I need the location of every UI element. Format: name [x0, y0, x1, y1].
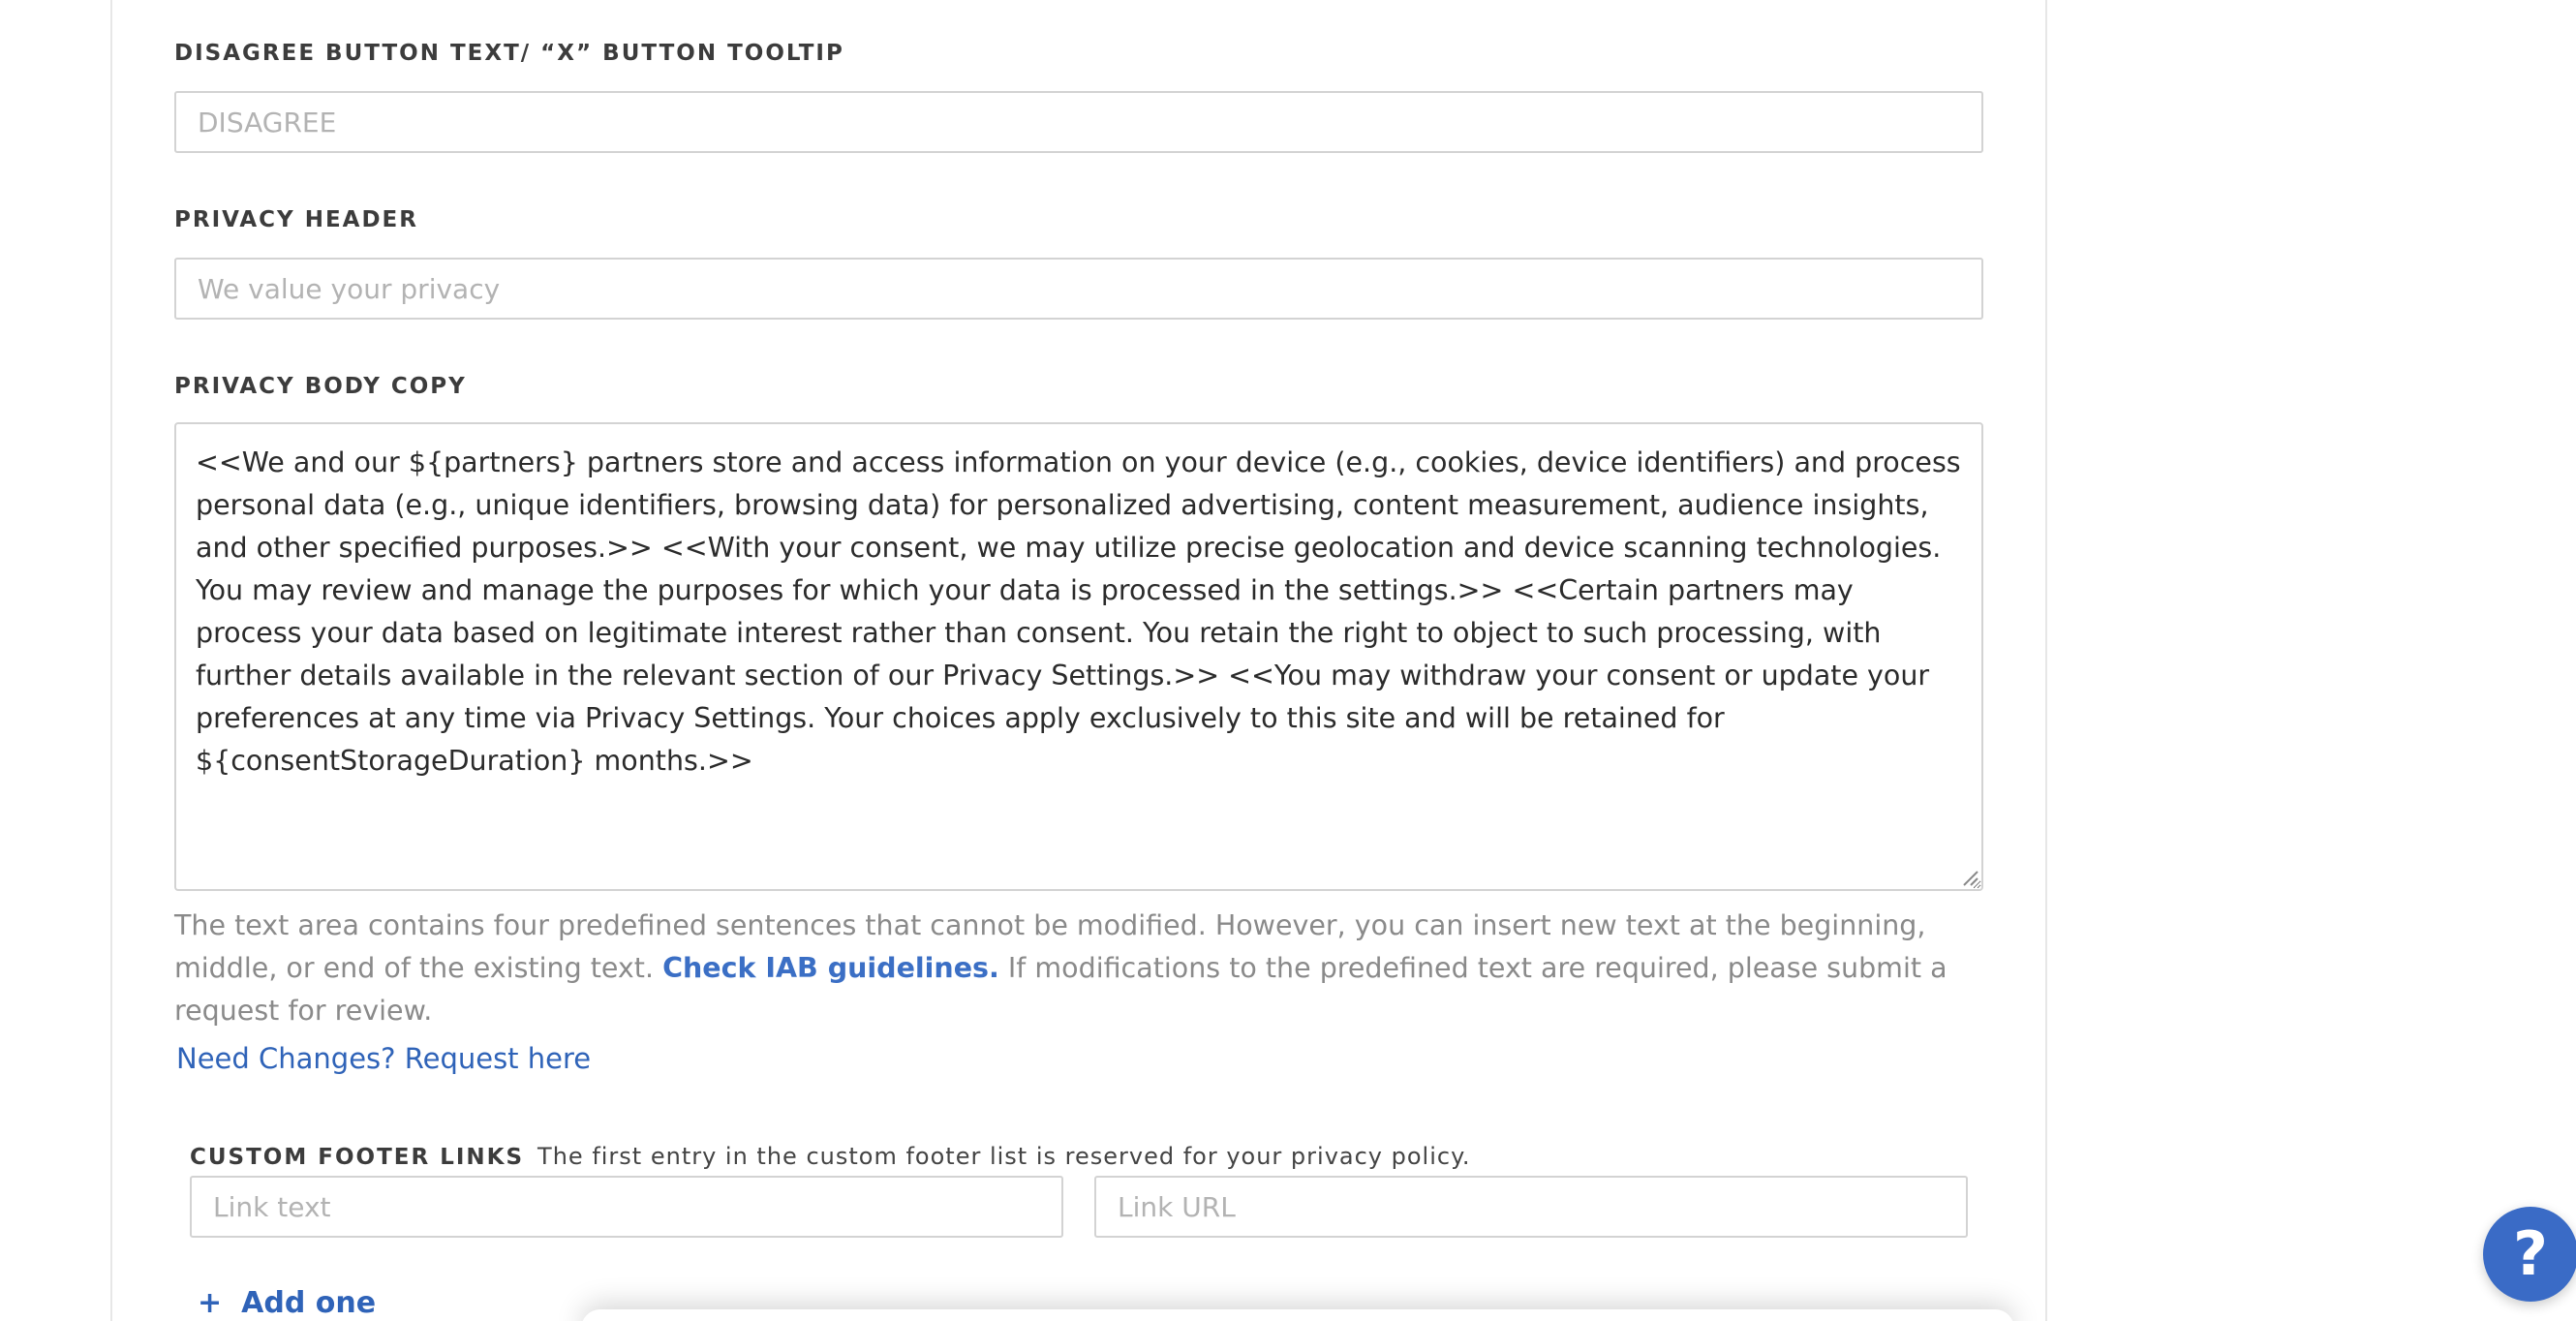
request-changes-link[interactable]: Need Changes? Request here: [176, 1042, 592, 1075]
bottom-action-bar: [581, 1309, 2014, 1321]
custom-footer-note: The first entry in the custom footer list is reserved for your privacy policy.: [537, 1143, 1471, 1170]
privacy-header-input[interactable]: [174, 258, 1983, 320]
help-text-intro: The text area contains four predefined sentences that cannot be modified. However, you can insert new text at the beginning, middle, or end of the existing text.: [174, 909, 1926, 984]
custom-footer-header: [190, 1143, 1471, 1170]
plus-icon: +: [198, 1286, 223, 1320]
add-one-label: Add one: [241, 1286, 377, 1320]
add-footer-link-button[interactable]: [198, 1286, 376, 1320]
resize-grip-icon[interactable]: [1960, 868, 1979, 887]
custom-footer-label: CUSTOM FOOTER LINKS: [190, 1145, 525, 1170]
help-chat-button[interactable]: [2483, 1207, 2576, 1302]
privacy-body-textarea[interactable]: [174, 422, 1983, 891]
footer-link-text-input[interactable]: [190, 1176, 1063, 1238]
privacy-header-label: PRIVACY HEADER: [174, 207, 418, 232]
question-mark-icon: ?: [2513, 1218, 2548, 1289]
footer-link-url-input[interactable]: [1094, 1176, 1968, 1238]
disagree-field-label: DISAGREE BUTTON TEXT/ “X” BUTTON TOOLTIP: [174, 41, 844, 66]
iab-guidelines-link[interactable]: Check IAB guidelines.: [662, 952, 999, 984]
help-text-outro: If modifications to the predefined text are required, please submit a request for review.: [174, 952, 1947, 1027]
privacy-body-help-text: [174, 905, 1995, 1032]
privacy-body-label: PRIVACY BODY COPY: [174, 374, 467, 399]
disagree-text-input[interactable]: [174, 91, 1983, 153]
